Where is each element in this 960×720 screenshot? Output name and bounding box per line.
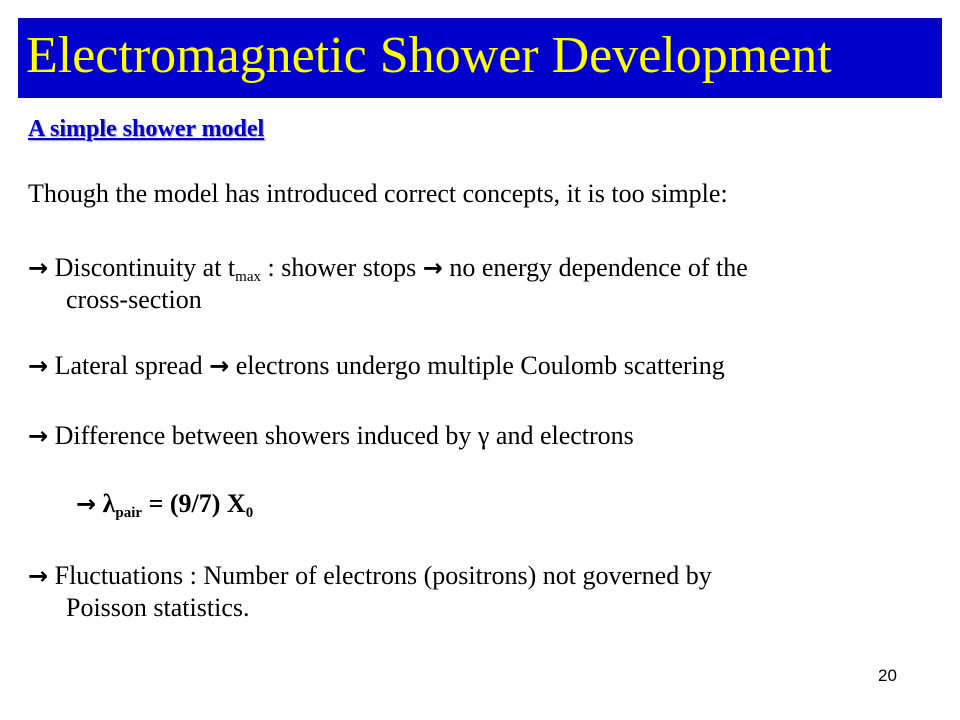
subscript-zero: 0 [245, 505, 254, 521]
arrow-right-icon: → [28, 352, 49, 380]
bullet-text: electrons undergo multiple Coulomb scattering [235, 351, 725, 380]
subscript-pair: pair [115, 505, 143, 521]
bullet-text: no energy dependence of the [449, 253, 748, 282]
bullet-text: Discontinuity at t [54, 253, 236, 282]
arrow-right-icon: → [28, 254, 49, 282]
bullet-fluctuations [28, 560, 712, 592]
formula-lambda-pair [76, 488, 253, 520]
bullet-continuation: cross-section [66, 285, 202, 314]
subscript-max: max [235, 269, 261, 285]
bullet-lateral-spread [28, 350, 725, 382]
title-bar [18, 18, 942, 98]
arrow-right-icon: → [28, 422, 49, 450]
arrow-right-icon: → [209, 352, 230, 380]
bullet-line [28, 252, 748, 284]
section-subtitle: A simple shower model [28, 116, 265, 142]
bullet-continuation: Poisson statistics. [66, 593, 250, 622]
bullet-text: Difference between showers induced by γ and electrons [54, 421, 634, 450]
formula-rhs: = (9/7) X [142, 489, 246, 518]
arrow-right-icon: → [28, 562, 49, 590]
arrow-right-icon: → [76, 490, 97, 518]
bullet-text: Lateral spread [54, 351, 203, 380]
arrow-right-icon: → [422, 254, 443, 282]
bullet-discontinuity [28, 252, 932, 284]
page-number: 20 [878, 666, 897, 685]
bullet-difference [28, 420, 634, 452]
bullet-text: : shower stops [260, 253, 417, 282]
bullet-text: Fluctuations : Number of electrons (positrons) not governed by [54, 561, 712, 590]
intro-text: Though the model has introduced correct concepts, it is too simple: [28, 179, 728, 208]
formula-lambda: λ [102, 489, 116, 518]
slide-title: Electromagnetic Shower Development [26, 27, 832, 84]
